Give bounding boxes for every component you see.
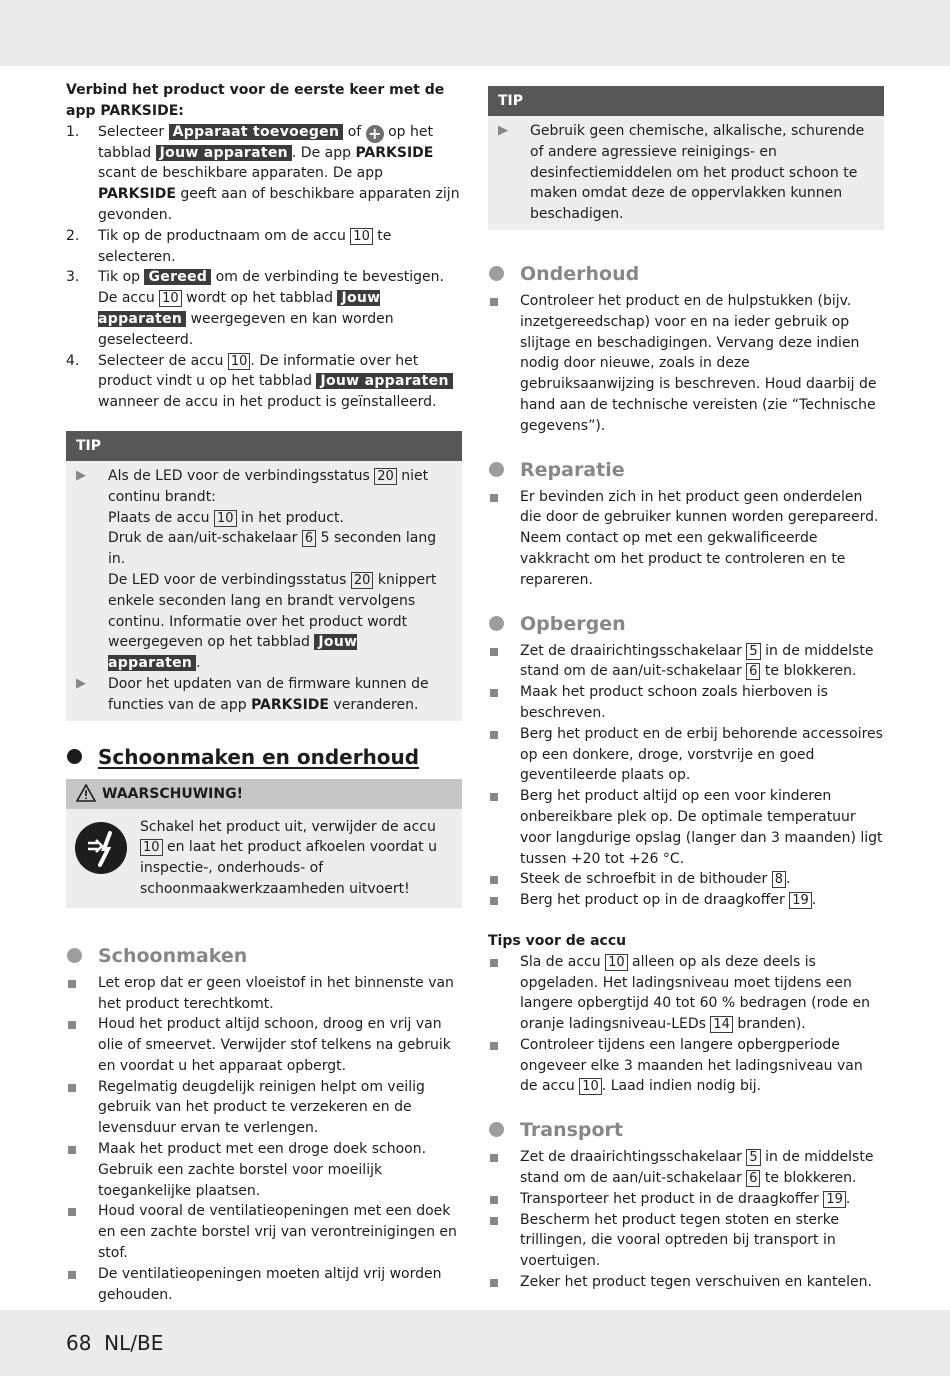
list-item: Zeker het product tegen verschuiven en kantelen. xyxy=(488,1272,884,1293)
plus-circle-icon: + xyxy=(366,125,384,143)
ref-number: 10 xyxy=(159,290,182,307)
my-devices-chip: Jouw apparaten xyxy=(156,145,292,161)
intro-heading: Verbind het product voor de eerste keer met de app PARKSIDE: xyxy=(66,82,445,119)
battery-tips-list xyxy=(488,952,884,1098)
warning-header: WAARSCHUWING! xyxy=(66,779,462,809)
warning-triangle-icon xyxy=(76,784,96,802)
list-item: Berg het product altijd op een voor kinderen onbereikbare plek op. De optimale temperatuur voor langdurige opslag (langer dan 3 maanden) ligt tussen +20 tot +26 °C. xyxy=(488,786,884,869)
list-item: Let erop dat er geen vloeistof in het binnenste van het product terechtkomt. xyxy=(66,973,462,1015)
list-item: Steek de schroefbit in de bithouder 8 . xyxy=(488,869,884,890)
my-devices-chip: Jouw apparaten xyxy=(316,373,452,389)
triangle-right-icon: ▶ xyxy=(498,123,508,138)
bullet-dot xyxy=(489,1122,504,1137)
list-item: Berg het product en de erbij behorende accessoires op een donkere, droge, vorstvrije en goed geventileerde plaats op. xyxy=(488,724,884,786)
list-item: Bescherm het product tegen stoten en sterke trillingen, die vooral optreden bij transport in voertuigen. xyxy=(488,1210,884,1272)
step-3: 3. Tik op Gereed om de verbinding te bevestigen. De accu 10 wordt op het tabblad Jouw apparaten weergegeven en kan worden geselecteerd. xyxy=(66,269,444,348)
list-item: Er bevinden zich in het product geen onderdelen die door de gebruiker kunnen worden gerepareerd. Neem contact op met een gekwalificeerde vakkracht om het product te controleren en te repareren. xyxy=(488,487,884,591)
my-devices-chip: Jouw apparaten xyxy=(98,290,381,327)
list-item: Zet de draairichtingsschakelaar 5 in de middelste stand om de aan/uit-schakelaar 6 te blokkeren. xyxy=(488,1147,884,1189)
battery-tips-heading: Tips voor de accu xyxy=(488,932,627,949)
page-footer xyxy=(0,1310,950,1376)
ref-number: 10 xyxy=(350,228,373,245)
storage-heading: Opbergen xyxy=(488,610,884,638)
list-item: Zet de draairichtingsschakelaar 5 in de middelste stand om de aan/uit-schakelaar 6 te blokkeren. xyxy=(488,641,884,683)
repair-list xyxy=(488,487,884,591)
step-1: 1. Selecteer Apparaat toevoegen of + op het tabblad Jouw apparaten . De app PARKSIDE scant de beschikbare apparaten. De app PARKSIDE geeft aan of beschikbare apparaten zijn gevonden. xyxy=(66,123,460,223)
page-number: 68 NL/BE xyxy=(66,1331,164,1355)
list-item: Houd het product altijd schoon, droog en vrij van olie of smeervet. Verwijder stof telkens na gebruik en voordat u het apparaat opbergt. xyxy=(66,1014,462,1076)
disconnect-plug-icon xyxy=(74,821,128,875)
step-2: 2. Tik op de productnaam om de accu 10 te selecteren. xyxy=(66,227,392,265)
step-4: 4. Selecteer de accu 10 . De informatie over het product vindt u op het tabblad Jouw apparaten wanneer de accu in het product is geïnstalleerd. xyxy=(66,351,462,413)
left-column xyxy=(66,80,462,1305)
list-item: Controleer het product en de hulpstukken (bijv. inzetgereedschap) voor en na ieder gebruik op slijtage en beschadigingen. Vervang deze indien nodig door nieuwe, zoals in deze gebruiksaanwijzing is beschreven. Houd daarbij de hand aan de technische vereisten (zie “Technische gegevens”). xyxy=(488,291,884,437)
main-heading: Schoonmaken en onderhoud xyxy=(66,743,462,771)
list-item: Houd vooral de ventilatieopeningen met een doek en een zachte borstel vrij van verontreinigingen en stof. xyxy=(66,1201,462,1263)
bullet-dot xyxy=(67,749,82,764)
transport-heading: Transport xyxy=(488,1116,884,1144)
list-item: De ventilatieopeningen moeten altijd vrij worden gehouden. xyxy=(66,1264,462,1306)
storage-list xyxy=(488,641,884,911)
my-devices-chip: Jouw apparaten xyxy=(108,634,358,672)
add-device-chip: Apparaat toevoegen xyxy=(169,124,344,140)
transport-list xyxy=(488,1147,884,1293)
maintenance-heading: Onderhoud xyxy=(488,260,884,288)
ref-number: 10 xyxy=(228,353,251,370)
cleaning-heading: Schoonmaken xyxy=(66,942,462,970)
done-chip: Gereed xyxy=(144,269,211,285)
list-item: Berg het product op in de draagkoffer 19 . xyxy=(488,890,884,911)
repair-heading: Reparatie xyxy=(488,456,884,484)
right-column xyxy=(488,86,884,1293)
tip-box-app xyxy=(66,431,462,721)
list-item: Maak het product schoon zoals hierboven is beschreven. xyxy=(488,682,884,724)
tip-label: TIP xyxy=(488,86,884,116)
bullet-dot xyxy=(489,462,504,477)
tip-label: TIP xyxy=(66,431,462,461)
tip-item: ▶ Door het updaten van de firmware kunnen de functies van de app PARKSIDE veranderen. xyxy=(76,675,429,713)
list-item: Transporteer het product in de draagkoffer 19 . xyxy=(488,1189,884,1210)
top-bar xyxy=(0,0,950,66)
triangle-right-icon: ▶ xyxy=(76,675,86,691)
list-item: Maak het product met een droge doek schoon. Gebruik een zachte borstel voor moeilijk toegankelijke plaatsen. xyxy=(66,1139,462,1201)
bullet-dot xyxy=(489,616,504,631)
list-item: Regelmatig deugdelijk reinigen helpt om veilig gebruik van het product te verzekeren en de levensduur ervan te verlengen. xyxy=(66,1077,462,1139)
list-item: Sla de accu 10 alleen op als deze deels is opgeladen. Het ladingsniveau moet tijdens een langere opbergtijd 40 tot 60 % bedragen (rode en oranje ladingsniveau-LEDs 14 branden). xyxy=(488,952,884,1035)
warning-box: WAARSCHUWING! Schakel het product uit, verwijder de accu 10 en laat het product afkoelen voordat u inspectie-, onderhouds- of schoonmaakwerkzaamheden uitvoert! xyxy=(66,779,462,908)
list-item: Controleer tijdens een langere opbergperiode ongeveer elke 3 maanden het ladingsniveau van de accu 10 . Laad indien nodig bij. xyxy=(488,1035,884,1097)
triangle-right-icon: ▶ xyxy=(76,467,86,483)
maintenance-list xyxy=(488,291,884,437)
tip-box-cleaning xyxy=(488,86,884,230)
tip-item: ▶ Gebruik geen chemische, alkalische, schurende of andere agressieve reinigings- en desinfectiemiddelen om het product schoon te maken omdat deze de oppervlakken kunnen beschadigen. xyxy=(498,123,865,223)
connect-steps xyxy=(66,122,462,413)
bullet-dot xyxy=(67,948,82,963)
cleaning-list xyxy=(66,973,462,1306)
tip-item: ▶ Als de LED voor de verbindingsstatus 20 niet continu brandt: Plaats de accu 10 in het product. Druk de aan/uit-schakelaar 6 5 seconden lang in. De LED voor de verbindingsstatus 20 knippert enkele seconden lang en brandt vervolgens continu. Informatie over het product wordt weergegeven op het tabblad Jouw apparaten . xyxy=(76,467,437,672)
bullet-dot xyxy=(489,266,504,281)
